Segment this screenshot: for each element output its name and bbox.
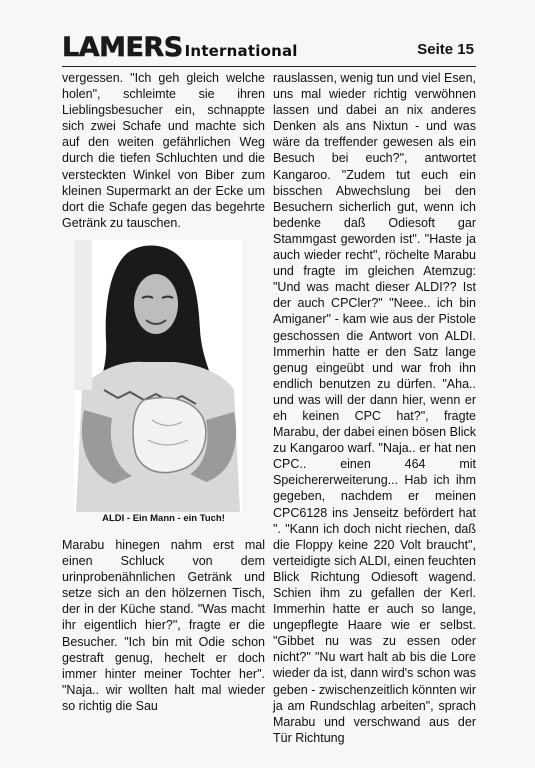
logo-sub-text: International xyxy=(184,42,298,60)
article-column-right xyxy=(273,70,476,746)
article-paragraph: vergessen. "Ich geh gleich welche holen", schleimte sie ihren Lieblingsbesucher ein, schnappte sich zwei Schafe und machte sich auf den weiten gefährlichen Weg durch die tiefen Schluchten und die versteckten Winkel von Biber zum kleinen Supermarkt an der Ecke um dort die Schafe gegen das begehrte Getränk zu tauschen. xyxy=(62,71,265,230)
article-photo xyxy=(74,240,242,512)
logo-main-text: LAMERS xyxy=(62,32,183,63)
photo-portrait-image xyxy=(74,240,242,512)
header-rule xyxy=(62,66,476,67)
article-column-left-top xyxy=(62,70,265,231)
page-number: Seite 15 xyxy=(417,41,474,58)
article-column-left-bottom xyxy=(62,537,265,714)
article-paragraph: Marabu hinegen nahm erst mal einen Schluck von dem urinprobenähnlichen Getränk und setze sich an den hölzernen Tisch, der in der Küche stand. "Was macht ihr eigentlich hier?", fragte er die Besucher. "Ich bin mit Odie schon gestraft genug, hechelt er doch immer hinter meiner Tochter her". "Naja.. wir wollten halt mal wieder so richtig die Sau xyxy=(62,538,265,713)
article-paragraph: rauslassen, wenig tun und viel Esen, uns mal wieder richtig verwöhnen lassen und dabei an nix anderes Denken als ans Nixtun - und was wäre da treffender gewesen als ein Besuch bei euch?", antwortet Kangaroo. "Zudem tut euch ein bisschen Abwechslung bei den Besuchern sicherlich gut, wenn ich bedenke daß Odiesoft gar Stammgast geworden ist". "Haste ja auch wieder recht", röchelte Marabu und fragte im gleichen Atemzug: "Und was macht dieser ALDI?? Ist der auch CPCler?" "Neee.. ich bin Amiganer" - kam wie aus der Pistole geschossen die Antwort von ALDI. Immerhin hatte er den Satz lange genug eingeübt und war froh ihn endlich benutzen zu dürfen. "Aha.. und was will der dann hier, wenn er eh keinen CPC hat?", fragte Marabu, der dabei einen bösen Blick zu Kangaroo warf. "Naja.. er hat nen CPC.. einen 464 mit Speichererweiterung... Hab ich ihm gegeben, nachdem er meinen CPC6128 ins Jenseitz befördert hat ". "Kann ich doch nicht riechen, daß die Floppy keine 220 Volt braucht", verteidigte sich ALDI, einen feuchten Blick Richtung Odiesoft wagend. Schien ihm zu gefallen der Kerl. Immerhin hatte er auch so lange, ungepflegte Haare wie er selbst. "Gibbet nu was zu essen oder nicht?" "Nu wart halt ab bis die Lore wieder da ist, dann wird's schon was geben - zwischenzeitlich könnten wir ja am Rundschlag arbeiten", sprach Marabu und verschwand aus der Tür Richtung xyxy=(273,71,476,745)
magazine-logo xyxy=(62,32,298,63)
page-header xyxy=(62,30,474,66)
photo-caption: ALDI - Ein Mann - ein Tuch! xyxy=(102,513,225,524)
